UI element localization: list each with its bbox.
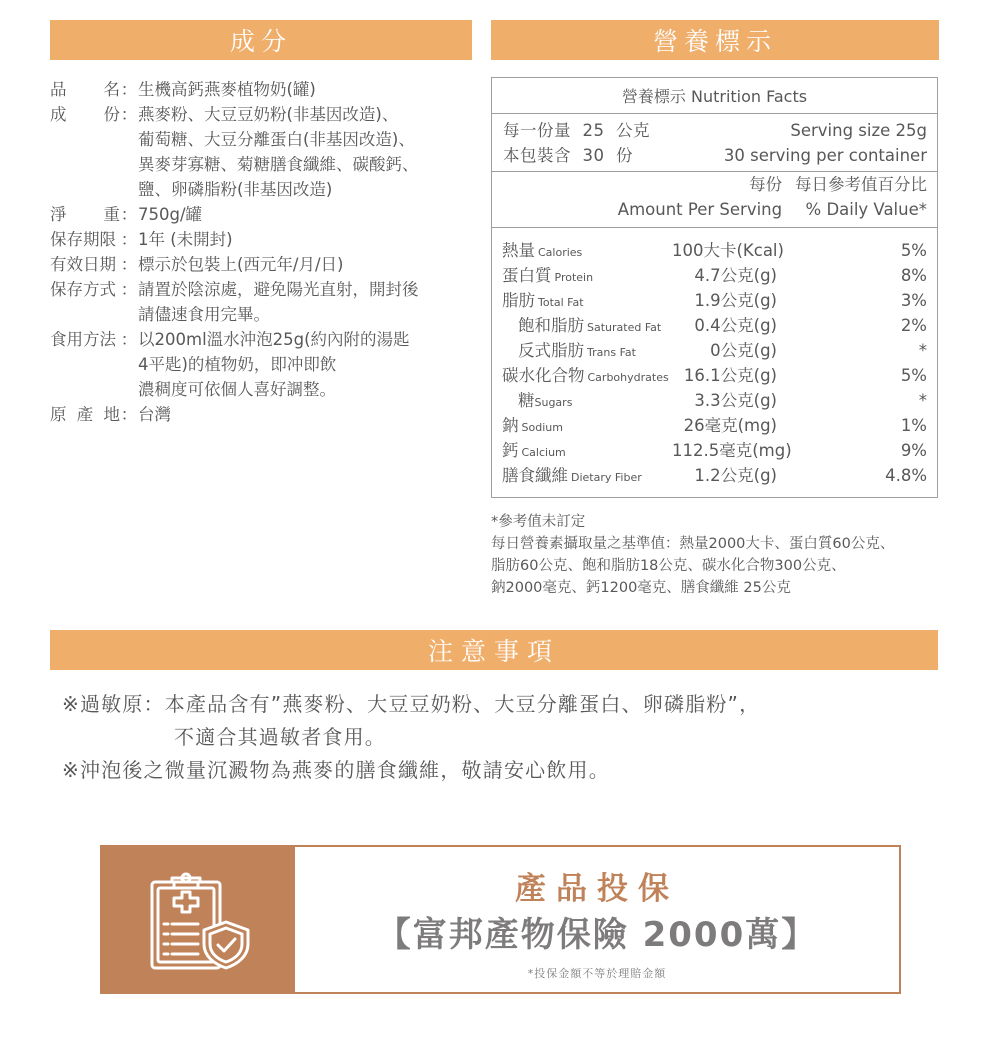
ingredient-label-text: 保存方式 [50, 280, 116, 299]
ingredient-label-text: 重 [103, 205, 120, 224]
nutrient-row [502, 338, 927, 363]
nutrient-amount: 26毫克(mg) [683, 416, 777, 435]
nutrient-name-en: Trans Fat [587, 346, 636, 359]
nutrient-name-zh: 飽和脂肪 [518, 316, 584, 335]
serving-size-zh: 每一份量 25 公克 [503, 121, 650, 140]
nutrient-amount: 16.1公克(g) [683, 366, 777, 385]
notice-sediment: ※沖泡後之微量沉澱物為燕麥的膳食纖維，敬請安心飲用。 [62, 758, 610, 782]
nutrient-name [502, 288, 672, 315]
nutrient-rows [492, 228, 937, 488]
ingredient-value-line: 請置於陰涼處，避免陽光直射，開封後 [138, 280, 419, 299]
ingredient-value-line: 750g/罐 [138, 205, 203, 224]
nutrient-name-zh: 蛋白質 [502, 266, 552, 285]
nutrient-row [502, 438, 927, 463]
ingredient-row [50, 202, 470, 227]
nutrient-name [502, 263, 672, 290]
nutrient-name-en: Protein [554, 271, 594, 284]
ingredients-header [50, 20, 472, 60]
ingredient-label [50, 402, 120, 427]
ingredient-label [50, 227, 120, 252]
ingredient-value [138, 277, 470, 327]
nutrient-name-en: Total Fat [538, 296, 584, 309]
footnote-line: 每日營養素攝取量之基準值：熱量2000大卡、蛋白質60公克、 [491, 536, 895, 552]
ingredient-value-line: 燕麥粉、大豆豆奶粉(非基因改造)、 [138, 105, 399, 124]
nutrition-header-title: 營養標示 [652, 27, 777, 56]
nutrient-name [502, 463, 672, 490]
ingredient-label [50, 77, 120, 102]
nutrient-row [502, 388, 927, 413]
nutrient-daily-value: 9% [900, 441, 927, 460]
insurance-title: 產品投保 [515, 871, 679, 907]
ingredient-value-line: 4平匙)的植物奶，即冲即飲 [138, 355, 337, 374]
nutrient-amount: 0公克(g) [710, 341, 777, 360]
nutrition-footnotes [491, 511, 951, 599]
dv-zh: 每日參考值百分比 [795, 175, 927, 194]
nutrient-name [502, 363, 672, 390]
nutrient-amount: 3.3公克(g) [694, 391, 777, 410]
footnote-line: 脂肪60公克、飽和脂肪18公克、碳水化合物300公克、 [491, 558, 846, 574]
ingredient-row [50, 227, 470, 252]
ingredient-label-text: 保存期限 [50, 230, 116, 249]
insurance-icon-panel [102, 847, 295, 992]
nutrient-name [502, 238, 672, 265]
notice-allergen-cont: 不適合其過敏者食用。 [174, 725, 386, 749]
ingredient-row [50, 102, 470, 202]
nutrient-daily-value: 4.8% [885, 466, 927, 485]
ingredient-colon: ： [120, 205, 138, 224]
ingredient-colon: ： [120, 280, 138, 299]
insurance-amount: 【富邦產物保險 2000萬】 [376, 915, 818, 955]
nutrition-table-title: 營養標示 Nutrition Facts [492, 78, 937, 114]
notice-list [62, 688, 760, 787]
ingredient-value-line: 鹽、卵磷脂粉(非基因改造) [138, 180, 333, 199]
ingredient-label [50, 102, 120, 202]
nutrient-name-zh: 膳食纖維 [502, 466, 568, 485]
ingredient-value-line: 異麥芽寡糖、菊糖膳食纖維、碳酸鈣、 [138, 155, 419, 174]
nutrient-name-en: Sugars [534, 396, 573, 409]
nutrient-daily-value: * [918, 341, 927, 360]
nutrient-name-zh: 鈣 [502, 441, 519, 460]
nutrient-name-en: Carbohydrates [587, 371, 669, 384]
nutrient-row [502, 313, 927, 338]
insurance-text [295, 847, 899, 992]
clipboard-shield-check-icon [144, 870, 254, 970]
ingredient-row [50, 327, 470, 402]
amount-header [492, 172, 937, 228]
ingredient-label-text: 地 [103, 405, 120, 424]
nutrient-amount: 1.9公克(g) [694, 291, 777, 310]
nutrient-name-zh: 鈉 [502, 416, 519, 435]
notice-allergen: ※過敏原：本產品含有”燕麥粉、大豆豆奶粉、大豆分離蛋白、卵磷脂粉”， [62, 692, 761, 716]
nutrient-daily-value: 5% [900, 241, 927, 260]
nutrient-name [502, 388, 672, 415]
nutrient-amount: 1.2公克(g) [694, 466, 777, 485]
ingredient-value-line: 標示於包裝上(西元年/月/日) [138, 255, 344, 274]
ingredient-label-text: 成 [50, 105, 67, 124]
ingredient-label-text: 食用方法 [50, 330, 116, 349]
nutrient-name-en: Calories [538, 246, 583, 259]
nutrient-name-zh: 反式脂肪 [518, 341, 584, 360]
ingredient-label [50, 327, 120, 402]
ingredient-value-line: 葡萄糖、大豆分離蛋白(非基因改造)、 [138, 130, 415, 149]
ingredient-label-text: 名 [103, 80, 120, 99]
nutrient-name-zh: 碳水化合物 [502, 366, 585, 385]
ingredient-label-text: 淨 [50, 205, 67, 224]
nutrient-amount: 0.4公克(g) [694, 316, 777, 335]
nutrient-row [502, 463, 927, 488]
ingredient-label [50, 202, 120, 227]
insurance-banner [100, 845, 901, 994]
ingredients-list [50, 77, 470, 427]
ingredient-label [50, 252, 120, 277]
ingredient-value [138, 102, 470, 202]
ingredient-value [138, 227, 470, 252]
ingredient-value-line: 台灣 [138, 405, 171, 424]
ingredients-header-title: 成分 [229, 27, 292, 56]
nutrient-amount: 112.5毫克(mg) [672, 441, 792, 460]
nutrient-amount: 100大卡(Kcal) [672, 241, 784, 260]
amount-zh: 每份 [749, 175, 783, 194]
insurance-note: *投保金額不等於理賠金額 [527, 967, 667, 980]
ingredient-row [50, 252, 470, 277]
ingredient-colon: ： [120, 330, 138, 349]
nutrient-daily-value: 8% [900, 266, 927, 285]
ingredient-value-line: 請儘速食用完畢。 [138, 305, 270, 324]
nutrient-name-zh: 脂肪 [502, 291, 535, 310]
nutrient-name [502, 338, 672, 365]
footnote-line: *參考值未訂定 [491, 514, 586, 530]
ingredient-value [138, 327, 470, 402]
serving-info [492, 114, 937, 172]
ingredient-row [50, 277, 470, 327]
ingredient-label-text: 產 [76, 405, 94, 424]
ingredient-colon: ： [120, 230, 138, 249]
footnote-line: 鈉2000毫克、鈣1200毫克、膳食纖維 25公克 [491, 580, 791, 596]
nutrient-row [502, 413, 927, 438]
nutrient-row [502, 288, 927, 313]
ingredient-value [138, 77, 470, 102]
ingredient-value [138, 252, 470, 277]
nutrient-name-en: Calcium [521, 446, 566, 459]
ingredient-value [138, 202, 470, 227]
amount-en: Amount Per Serving [617, 200, 783, 219]
ingredient-label-text: 有效日期 [50, 255, 116, 274]
nutrient-name-en: Sodium [521, 421, 563, 434]
nutrient-daily-value: 2% [900, 316, 927, 335]
nutrient-name-zh: 糖 [518, 391, 535, 410]
nutrient-row [502, 238, 927, 263]
ingredient-colon: ： [120, 80, 138, 99]
nutrient-daily-value: 5% [900, 366, 927, 385]
nutrient-name-en: Saturated Fat [587, 321, 662, 334]
ingredient-colon: ： [120, 255, 138, 274]
ingredient-value-line: 濃稠度可依個人喜好調整。 [138, 380, 336, 399]
ingredient-label-text: 份 [103, 105, 120, 124]
dv-en: % Daily Value* [805, 200, 927, 219]
ingredient-colon: ： [120, 405, 138, 424]
ingredient-label [50, 277, 120, 327]
serving-size-en: Serving size 25g [790, 121, 927, 140]
ingredient-label-text: 原 [50, 405, 67, 424]
servings-en: 30 serving per container [723, 146, 927, 165]
nutrient-row [502, 263, 927, 288]
ingredient-colon: ： [120, 105, 138, 124]
nutrient-daily-value: 1% [900, 416, 927, 435]
nutrient-name [502, 313, 672, 340]
ingredient-row [50, 402, 470, 427]
nutrition-table [491, 77, 938, 498]
nutrient-name [502, 413, 672, 440]
nutrient-row [502, 363, 927, 388]
ingredient-row [50, 77, 470, 102]
servings-zh: 本包裝含 30 份 [503, 146, 633, 165]
nutrient-daily-value: * [918, 391, 927, 410]
notice-header [50, 630, 938, 670]
ingredient-label-text: 品 [50, 80, 67, 99]
nutrient-name-zh: 熱量 [502, 241, 535, 260]
nutrient-amount: 4.7公克(g) [694, 266, 777, 285]
nutrient-name [502, 438, 672, 465]
ingredient-value-line: 生機高鈣燕麥植物奶(罐) [138, 80, 316, 99]
ingredient-value [138, 402, 470, 427]
nutrition-header [491, 20, 939, 60]
ingredient-value-line: 以200ml溫水沖泡25g(約內附的湯匙 [138, 330, 410, 349]
ingredient-value-line: 1年 (未開封) [138, 230, 233, 249]
nutrient-name-en: Dietary Fiber [571, 471, 642, 484]
nutrient-daily-value: 3% [900, 291, 927, 310]
notice-header-title: 注意事項 [427, 637, 560, 666]
